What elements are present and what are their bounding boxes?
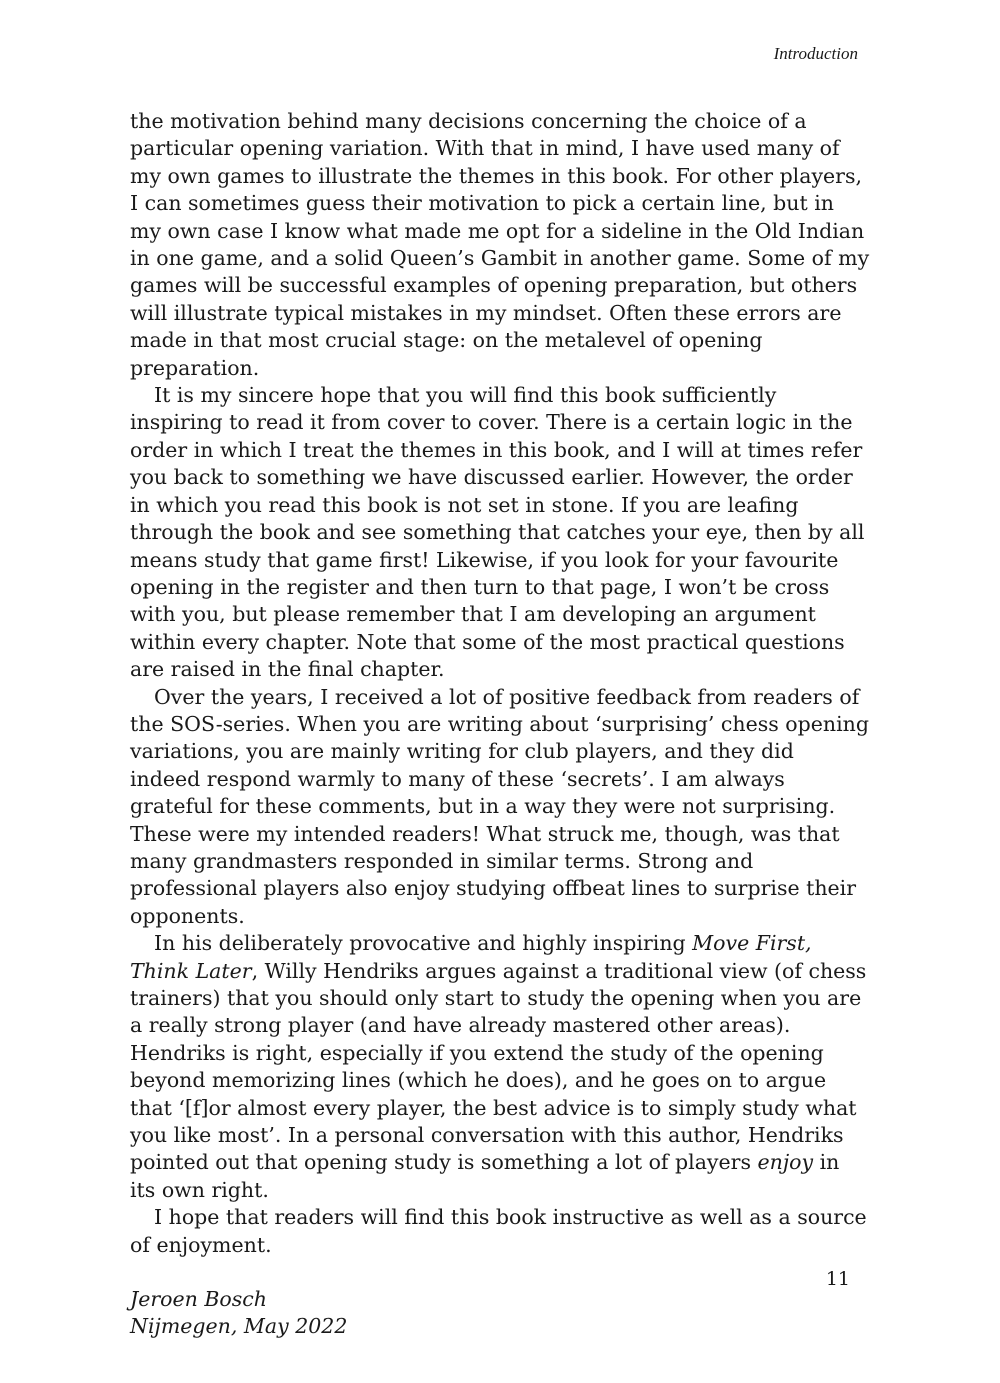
- author-name: Jeroen Bosch: [130, 1287, 267, 1312]
- paragraph-4-part-a: In his deliberately provocative and highly inspiring: [154, 931, 693, 956]
- paragraph-1: the motivation behind many decisions concerning the choice of a particular opening variation. With that in mind, I have used many of my own games to illustrate the themes in this book. For other players, I can sometimes guess their motivation to pick a certain line, but in my own case I know what made me opt for a sideline in the Old Indian in one game, and a solid Queen’s Gambit in another game. Some of my games will be successful examples of opening preparation, but others will illustrate typical mistakes in my mindset. Often these errors are made in that most crucial stage: on the metalevel of opening preparation.: [130, 109, 870, 380]
- running-head: Introduction: [773, 44, 858, 63]
- paragraph-4-part-c: in its own right.: [130, 1150, 840, 1202]
- paragraph-2: It is my sincere hope that you will find this book sufficiently inspiring to read it from cover to cover. There is a certain logic in the order in which I treat the themes in this book, and I will at times refer you back to something we have discussed earlier. However, the order in which you read this book is not set in stone. If you are leafing through the book and see something that catches your eye, then by all means study that game first! Likewise, if you look for your favourite opening in the register and then turn to that page, I won’t be cross with you, but please remember that I am developing an argument within every chapter. Note that some of the most practical questions are raised in the final chapter.: [130, 383, 865, 682]
- place-date: Nijmegen, May 2022: [130, 1314, 348, 1339]
- book-title-move-first-think-later: Move First, Think Later: [130, 931, 812, 983]
- page-number: 11: [825, 1268, 850, 1290]
- paragraph-4: [130, 930, 870, 1204]
- paragraph-3: Over the years, I received a lot of positive feedback from readers of the SOS-series. When you are writing about ‘surprising’ chess opening variations, you are mainly writing for club players, and they did indeed respond warmly to many of these ‘secrets’. I am always grateful for these comments, but in a way they were not surprising. These were my intended readers! What struck me, though, was that many grandmasters responded in similar terms. Strong and professional players also enjoy studying offbeat lines to surprise their opponents.: [130, 684, 869, 928]
- emphasis-enjoy: enjoy: [757, 1150, 814, 1175]
- body-text: [130, 108, 870, 1341]
- paragraph-5: I hope that readers will find this book instructive as well as a source of enjoyment.: [130, 1205, 867, 1257]
- signature-block: [130, 1286, 870, 1341]
- paragraph-4-part-b: , Willy Hendriks argues against a traditional view (of chess trainers) that you should only start to study the opening when you are a really strong player (and have already mastered other areas). Hendriks is right, especially if you extend the study of the opening beyond memorizing lines (which he does), and he goes on to argue that ‘[f]or almost every player, the best advice is to simply study what you like most’. In a personal conversation with this author, Hendriks pointed out that opening study is something a lot of players: [130, 958, 867, 1175]
